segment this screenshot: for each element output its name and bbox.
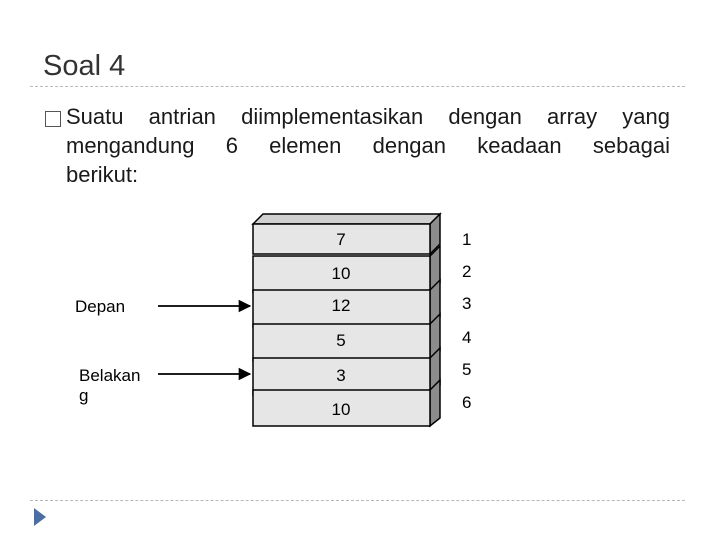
cell-value: 3 (336, 366, 346, 385)
slide-title: Soal 4 (43, 50, 126, 82)
cell-value: 10 (331, 264, 351, 283)
triangle-next-icon[interactable] (32, 506, 48, 528)
cell-value: 7 (336, 230, 346, 249)
front-label: Depan (75, 297, 126, 316)
bottom-divider (30, 500, 685, 501)
array-index: 4 (462, 328, 472, 347)
array-top-face (253, 214, 440, 224)
array-index: 1 (462, 230, 472, 249)
array-index: 2 (462, 262, 472, 281)
cell-value: 12 (331, 296, 351, 315)
rear-label (79, 366, 140, 406)
rear-label-line: Belakan (79, 366, 141, 385)
paragraph-line: berikut: (66, 162, 139, 187)
array-index: 3 (462, 294, 472, 313)
array-index: 5 (462, 360, 472, 379)
paragraph-line: mengandung 6 elemen dengan keadaan sebagai (66, 133, 670, 158)
cell-value: 5 (336, 331, 346, 350)
rear-label-line: g (79, 386, 89, 405)
paragraph-line: Suatu antrian diimplementasikan dengan array yang (66, 104, 670, 129)
array-index: 6 (462, 393, 472, 412)
cell-value: 10 (331, 400, 351, 419)
